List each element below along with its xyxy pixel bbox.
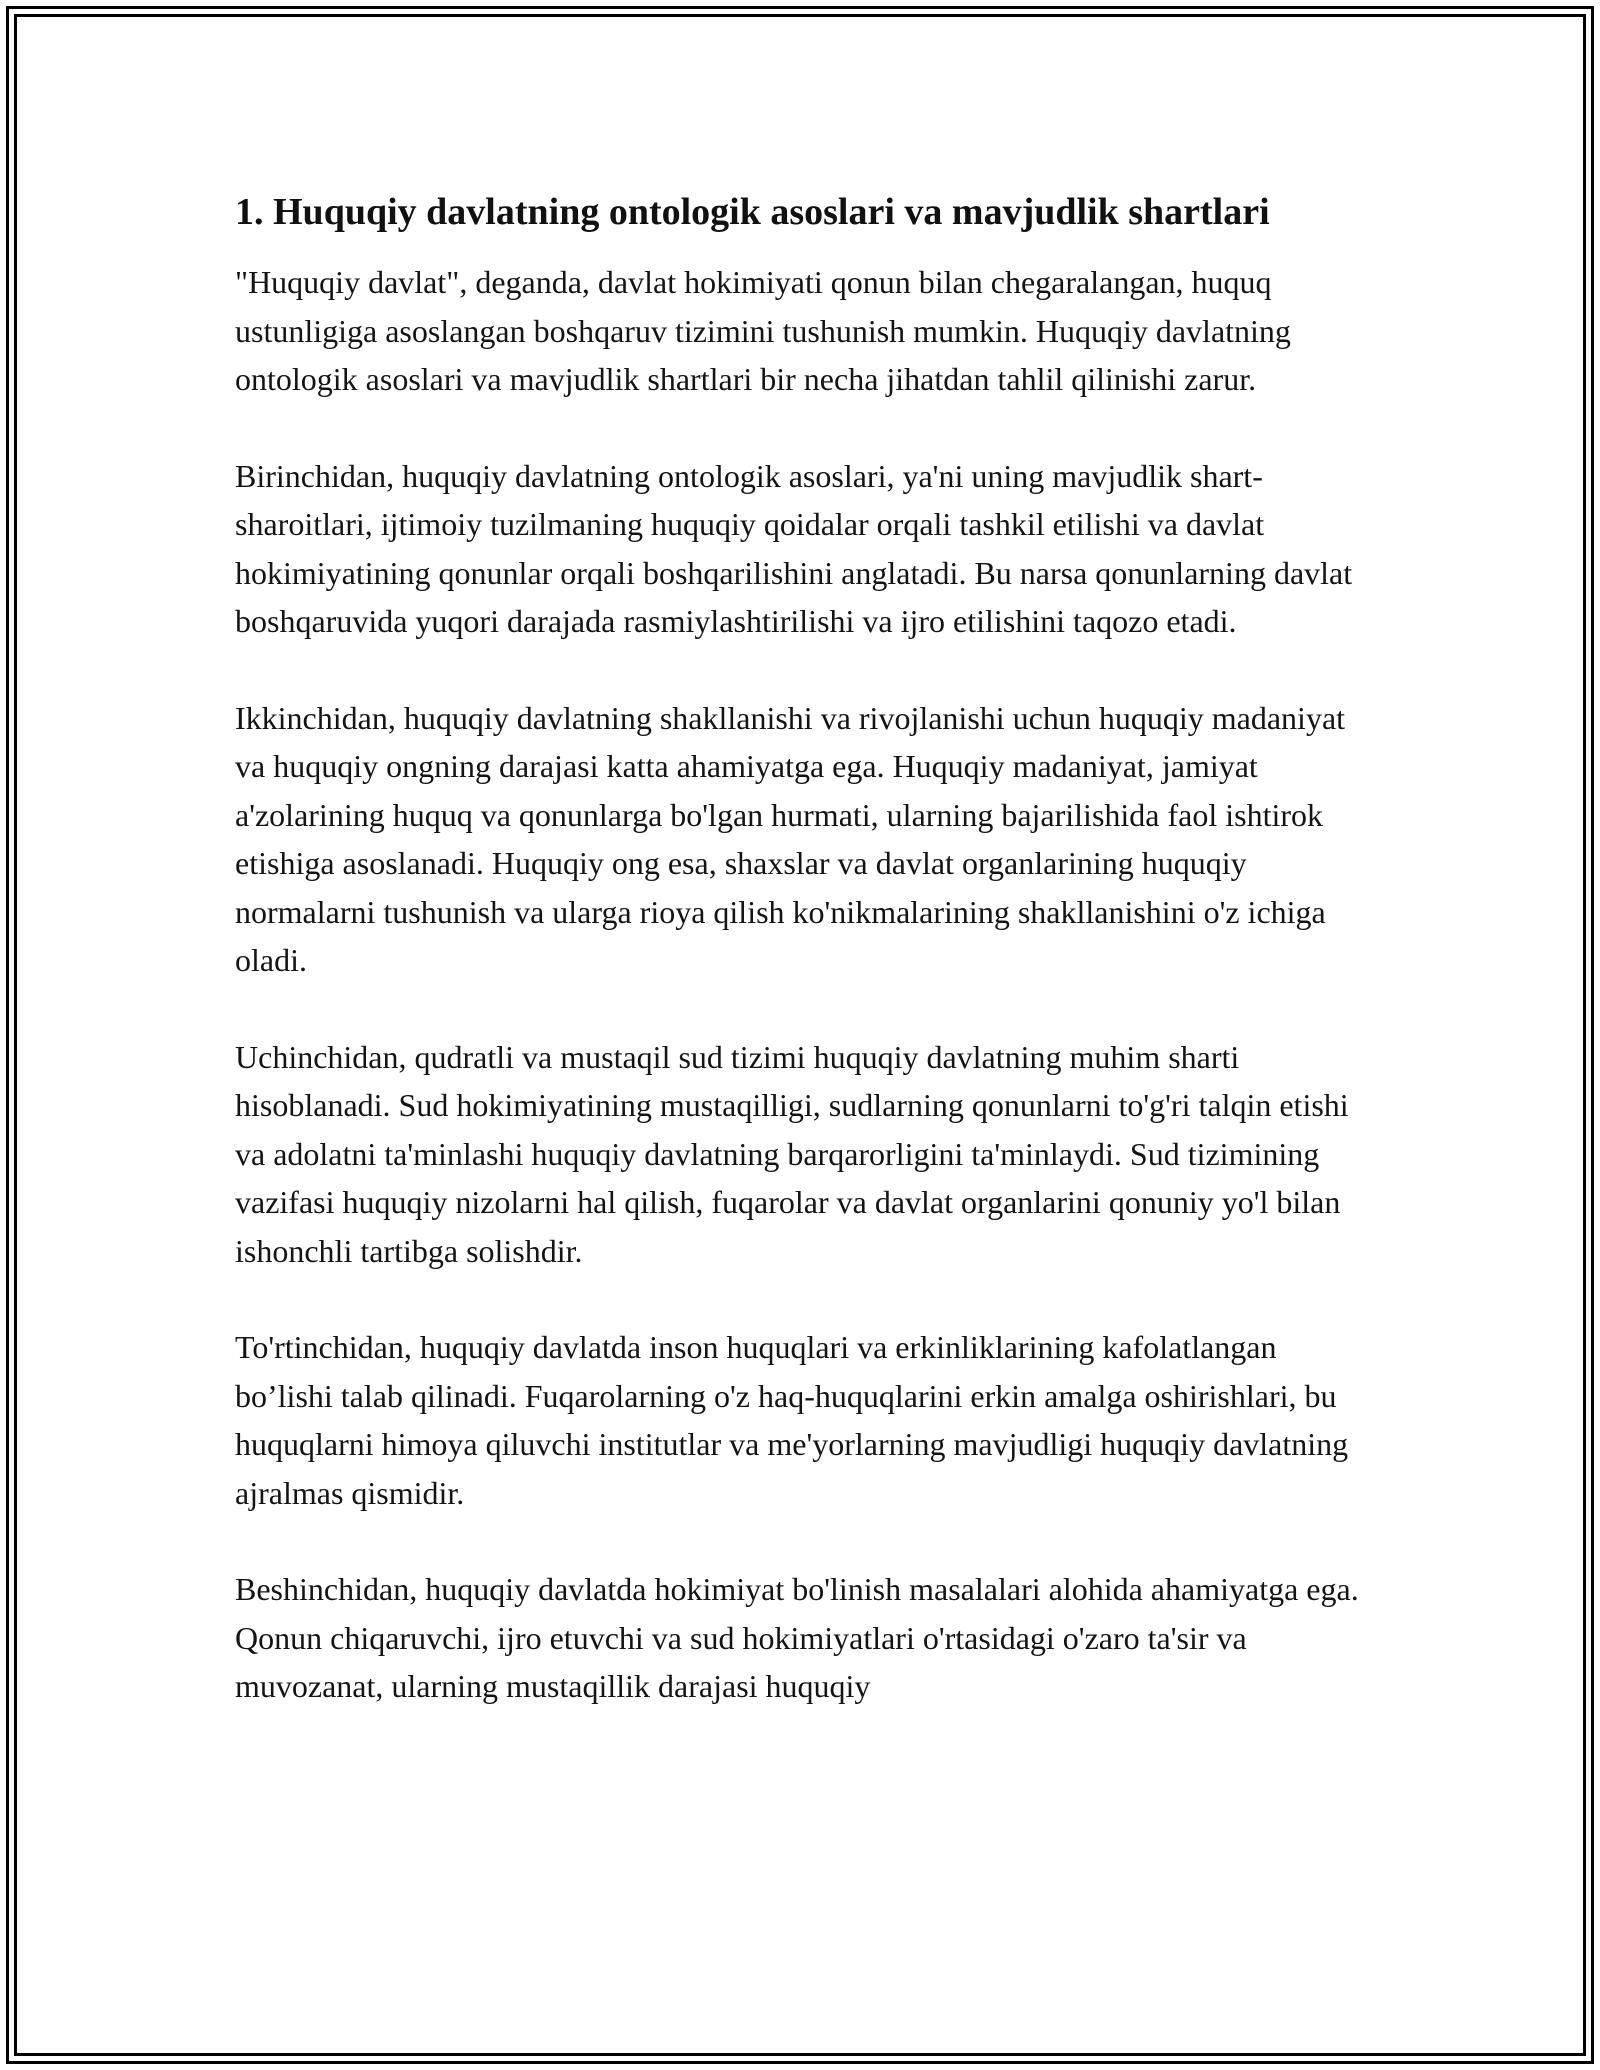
paragraph-first: Birinchidan, huquqiy davlatning ontologik asoslari, ya'ni uning mavjudlik shart-sharoitlari, ijtimoiy tuzilmaning huquqiy qoidalar orqali tashkil etilishi va davlat hokimiyatining qonunlar orqali boshqarilishini anglatadi. Bu narsa qonunlarning davlat boshqaruvida yuqori darajada rasmiylashtirilishi va ijro etilishini taqozo etadi. [235,457,1353,639]
section-heading: 1. Huquqiy davlatning ontologik asoslari va mavjudlik shartlari [235,191,1270,233]
paragraph-fourth: To'rtinchidan, huquqiy davlatda inson huquqlari va erkinliklarining kafolatlangan bo’lishi talab qilinadi. Fuqarolarning o'z haq-huquqlarini erkin amalga oshirishlari, bu huquqlarni himoya qiluvchi institutlar va me'yorlarning mavjudligi huquqiy davlatning ajralmas qismidir. [235,1329,1349,1511]
document-body [235,186,1375,1759]
paragraph-intro: "Huquqiy davlat", deganda, davlat hokimiyati qonun bilan chegaralangan, huquq ustunligiga asoslangan boshqaruv tizimini tushunish mumkin. Huquqiy davlatning ontologik asoslari va mavjudlik shartlari bir necha jihatdan tahlil qilinishi zarur. [235,264,1291,397]
paragraph-second: Ikkinchidan, huquqiy davlatning shakllanishi va rivojlanishi uchun huquqiy madaniyat va huquqiy ongning darajasi katta ahamiyatga ega. Huquqiy madaniyat, jamiyat a'zolarining huquq va qonunlarga bo'lgan hurmati, ularning bajarilishida faol ishtirok etishiga asoslanadi. Huquqiy ong esa, shaxslar va davlat organlarining huquqiy normalarni tushunish va ularga rioya qilish ko'nikmalarining shakllanishini o'z ichiga oladi. [235,699,1346,978]
paragraph-fifth: Beshinchidan, huquqiy davlatda hokimiyat bo'linish masalalari alohida ahamiyatga ega. Qonun chiqaruvchi, ijro etuvchi va sud hokimiyatlari o'rtasidagi o'zaro ta'sir va muvozanat, ularning mustaqillik darajasi huquqiy [235,1571,1359,1704]
paragraph-third: Uchinchidan, qudratli va mustaqil sud tizimi huquqiy davlatning muhim sharti hisoblanadi. Sud hokimiyatining mustaqilligi, sudlarning qonunlarni to'g'ri talqin etishi va adolatni ta'minlashi huquqiy davlatning barqarorligini ta'minlaydi. Sud tizimining vazifasi huquqiy nizolarni hal qilish, fuqarolar va davlat organlarini qonuniy yo'l bilan ishonchli tartibga solishdir. [235,1038,1349,1269]
